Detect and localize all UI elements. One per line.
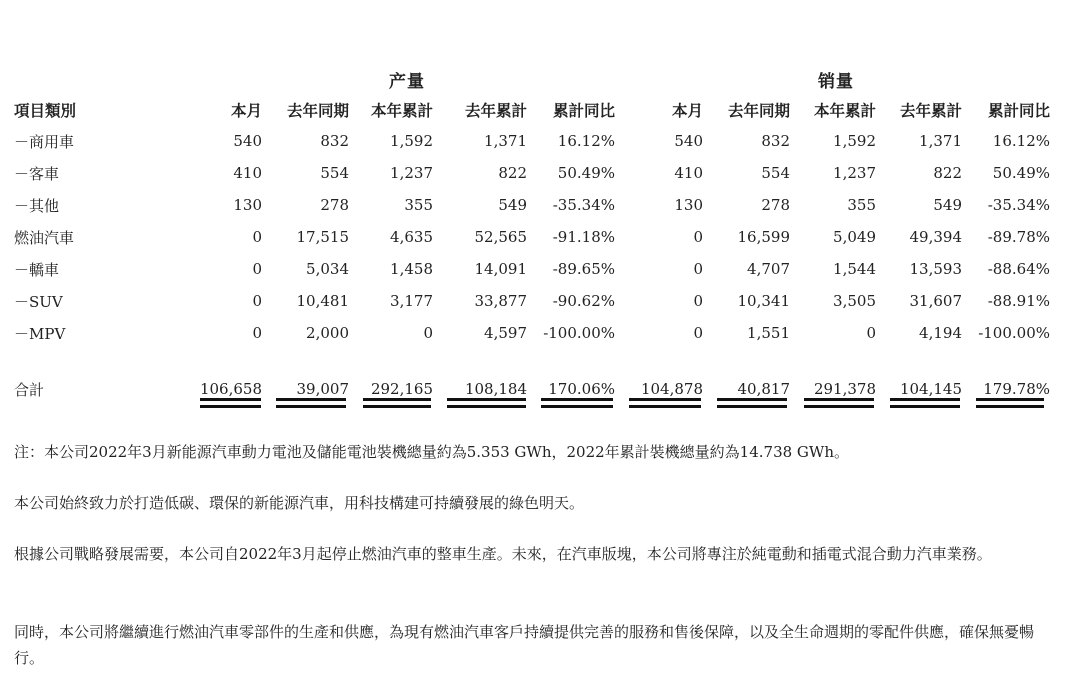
- cell: 16.12%: [557, 132, 615, 150]
- row-label: －SUV: [14, 292, 63, 311]
- cell: 822: [498, 164, 527, 182]
- total-cell: 40,817: [737, 380, 790, 398]
- cell: -88.91%: [987, 292, 1050, 310]
- table-row: [14, 285, 1054, 317]
- note-battery: 注：本公司2022年3月新能源汽車動力電池及儲能電池裝機總量約為5.353 GWh，2022年累計裝機總量約為14.738 GWh。: [14, 443, 849, 461]
- cell: 3,177: [390, 292, 433, 310]
- cell: 0: [252, 324, 262, 342]
- cell: 1,237: [833, 164, 876, 182]
- row-label: －其他: [14, 196, 60, 215]
- col-header-sales-month: 本月: [671, 101, 703, 120]
- cell: 1,551: [747, 324, 790, 342]
- row-label: －客車: [14, 164, 60, 183]
- col-header-prod-last-ytd: 去年累計: [464, 101, 527, 120]
- cell: 16,599: [737, 228, 790, 246]
- cell: 5,049: [833, 228, 876, 246]
- cell: 278: [761, 196, 790, 214]
- cell: 540: [233, 132, 262, 150]
- table-row: [14, 157, 1054, 189]
- table-row: [14, 317, 1054, 349]
- cell: 1,592: [390, 132, 433, 150]
- cell: 554: [320, 164, 349, 182]
- total-underline: [541, 398, 613, 408]
- cell: 4,707: [747, 260, 790, 278]
- cell: 10,481: [296, 292, 349, 310]
- cell: 549: [498, 196, 527, 214]
- total-cell: 291,378: [813, 380, 876, 398]
- header-row: [14, 95, 1054, 125]
- cell: 33,877: [474, 292, 527, 310]
- table-row: [14, 189, 1054, 221]
- cell: -91.18%: [552, 228, 615, 246]
- col-header-prod-ytd: 本年累計: [370, 101, 433, 120]
- cell: 0: [252, 292, 262, 310]
- cell: 0: [252, 228, 262, 246]
- cell: 2,000: [306, 324, 349, 342]
- cell: 31,607: [909, 292, 962, 310]
- cell: 52,565: [474, 228, 527, 246]
- cell: 0: [866, 324, 876, 342]
- row-label: 燃油汽車: [14, 228, 75, 247]
- cell: 1,237: [390, 164, 433, 182]
- total-cell: 104,878: [640, 380, 703, 398]
- cell: 14,091: [474, 260, 527, 278]
- production-sales-table: [14, 95, 1054, 407]
- cell: 0: [693, 324, 703, 342]
- total-underline: [804, 398, 874, 408]
- table-row: [14, 253, 1054, 285]
- sales-group-title: 销量: [818, 72, 854, 92]
- cell: 1,544: [833, 260, 876, 278]
- row-label: －轎車: [14, 260, 60, 279]
- row-label: －MPV: [14, 324, 66, 343]
- total-cell: 104,145: [899, 380, 962, 398]
- cell: -35.34%: [552, 196, 615, 214]
- cell: 0: [693, 292, 703, 310]
- total-underline: [890, 398, 960, 408]
- cell: 50.49%: [992, 164, 1050, 182]
- cell: -100.00%: [543, 324, 615, 342]
- cell: 13,593: [909, 260, 962, 278]
- cell: 832: [320, 132, 349, 150]
- col-header-category: 項目類別: [14, 101, 77, 120]
- col-header-sales-last-ytd: 去年累計: [899, 101, 962, 120]
- col-header-sales-last-year: 去年同期: [727, 101, 790, 120]
- cell: 5,034: [306, 260, 349, 278]
- col-header-prod-yoy: 累計同比: [552, 101, 615, 120]
- col-header-sales-yoy: 累計同比: [987, 101, 1050, 120]
- total-underline: [200, 398, 261, 408]
- total-underline: [976, 398, 1044, 408]
- cell: 4,635: [390, 228, 433, 246]
- table-row: [14, 221, 1054, 253]
- note-strategy: 根據公司戰略發展需要，本公司自2022年3月起停止燃油汽車的整車生產。未來，在汽車版塊，本公司將專注於純電動和插電式混合動力汽車業務。: [14, 545, 992, 563]
- cell: 1,458: [390, 260, 433, 278]
- cell: 16.12%: [992, 132, 1050, 150]
- cell: 540: [674, 132, 703, 150]
- total-cell: 170.06%: [548, 380, 615, 398]
- cell: -89.78%: [987, 228, 1050, 246]
- col-header-prod-month: 本月: [230, 101, 262, 120]
- total-underline: [363, 398, 431, 408]
- spacer-row: [14, 349, 1054, 371]
- cell: 17,515: [296, 228, 349, 246]
- total-underline: [276, 398, 346, 408]
- col-header-sales-ytd: 本年累計: [813, 101, 876, 120]
- table-row: [14, 125, 1054, 157]
- cell: 549: [933, 196, 962, 214]
- total-label: 合計: [14, 380, 45, 399]
- total-underline: [629, 398, 701, 408]
- cell: 410: [674, 164, 703, 182]
- cell: 49,394: [909, 228, 962, 246]
- cell: 130: [233, 196, 262, 214]
- cell: 410: [233, 164, 262, 182]
- total-cell: 106,658: [199, 380, 262, 398]
- cell: 4,597: [484, 324, 527, 342]
- production-group-title: 产量: [389, 72, 425, 92]
- cell: 0: [252, 260, 262, 278]
- total-cell: 292,165: [370, 380, 433, 398]
- total-underline: [447, 398, 526, 408]
- cell: 1,371: [919, 132, 962, 150]
- cell: -100.00%: [978, 324, 1050, 342]
- cell: 1,371: [484, 132, 527, 150]
- cell: 0: [423, 324, 433, 342]
- cell: 554: [761, 164, 790, 182]
- cell: 130: [674, 196, 703, 214]
- cell: 822: [933, 164, 962, 182]
- cell: 832: [761, 132, 790, 150]
- cell: 355: [404, 196, 433, 214]
- total-cell: 179.78%: [983, 380, 1050, 398]
- row-label: －商用車: [14, 132, 75, 151]
- cell: 4,194: [919, 324, 962, 342]
- total-cell: 108,184: [464, 380, 527, 398]
- total-underline: [717, 398, 787, 408]
- col-header-prod-last-year: 去年同期: [286, 101, 349, 120]
- cell: -89.65%: [552, 260, 615, 278]
- note-parts-supply: 同時，本公司將繼續進行燃油汽車零部件的生產和供應，為現有燃油汽車客戶持續提供完善的服務和售後保障，以及全生命週期的零配件供應，確保無憂暢行。: [14, 623, 1035, 667]
- cell: -88.64%: [987, 260, 1050, 278]
- cell: 50.49%: [557, 164, 615, 182]
- cell: 0: [693, 228, 703, 246]
- cell: 0: [693, 260, 703, 278]
- cell: 278: [320, 196, 349, 214]
- cell: -35.34%: [987, 196, 1050, 214]
- cell: 3,505: [833, 292, 876, 310]
- cell: 1,592: [833, 132, 876, 150]
- cell: -90.62%: [552, 292, 615, 310]
- cell: 355: [847, 196, 876, 214]
- cell: 10,341: [737, 292, 790, 310]
- total-cell: 39,007: [296, 380, 349, 398]
- note-mission: 本公司始終致力於打造低碳、環保的新能源汽車，用科技構建可持續發展的綠色明天。: [14, 494, 585, 512]
